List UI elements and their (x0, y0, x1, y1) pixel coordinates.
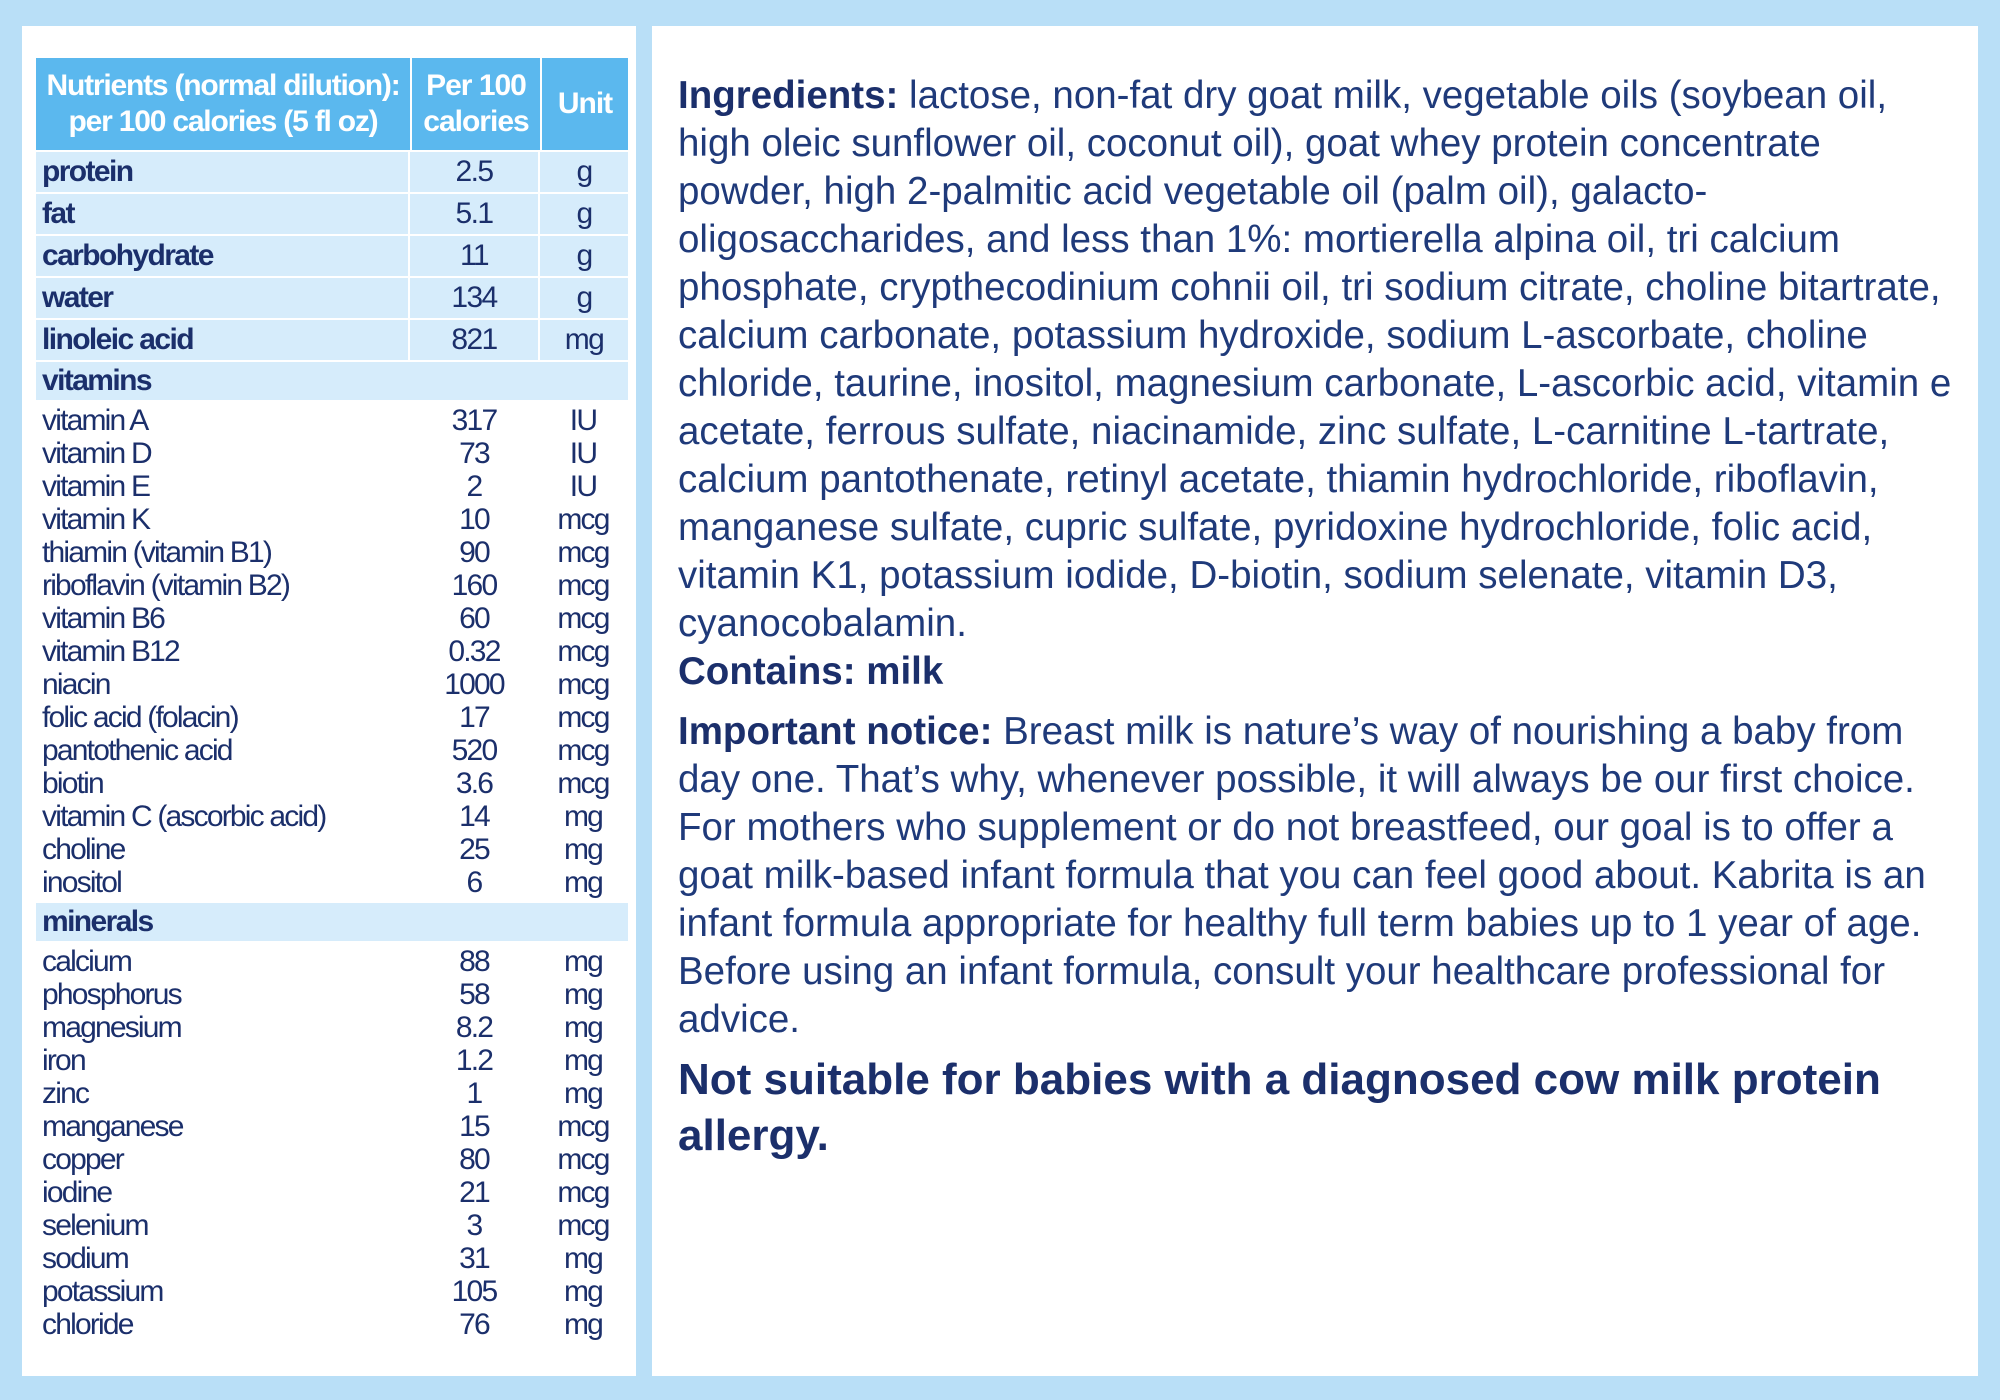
nutrient-name: potassium (42, 1275, 163, 1308)
nutrient-value: 10 (459, 503, 489, 536)
section-vitamins: vitamins (36, 360, 628, 400)
nutrient-name: vitamin D (42, 437, 151, 470)
macro-row (36, 150, 628, 192)
nutrient-unit: mcg (557, 1143, 609, 1176)
nutrient-name: fat (36, 194, 410, 234)
nutrient-name: manganese (42, 1110, 183, 1143)
nutrient-value: 3.6 (455, 767, 493, 800)
nutrient-unit: mcg (557, 602, 609, 635)
macro-row (36, 318, 628, 360)
nutrient-unit: mg (563, 866, 603, 899)
nutrient-unit: mcg (557, 1209, 609, 1242)
mineral-row (36, 1178, 628, 1211)
macro-rows (36, 150, 628, 360)
nutrient-name: riboflavin (vitamin B2) (42, 569, 290, 602)
mineral-row (36, 1277, 628, 1310)
nutrient-name: vitamin B12 (42, 635, 179, 668)
nutrient-unit: mcg (557, 569, 609, 602)
nutrient-value: 105 (451, 1275, 497, 1308)
nutrient-name: sodium (42, 1242, 128, 1275)
nutrient-value: 2.5 (410, 152, 540, 192)
ingredients-text: lactose, non-fat dry goat milk, vegetable oils (soybean oil, high oleic sunflower oil, coconut oil), goat whey protein concentrate powder, high 2-palmitic acid vegetable oil (palm oil), galacto-oligosaccharides, and less than 1%: mortierella alpina oil, tri calcium phosphate, crypthecodinium cohnii oil, tri sodium citrate, choline bitartrate, calcium carbonate, potassium hydroxide, sodium L-ascorbate, choline chloride, taurine, inositol, magnesium carbonate, L-ascorbic acid, vitamin e acetate, ferrous sulfate, niacinamide, zinc sulfate, L-carnitine L-tartrate, calcium pantothenate, retinyl acetate, thiamin hydrochloride, riboflavin, manganese sulfate, cupric sulfate, pyridoxine hydrochloride, folic acid, vitamin K1, potassium iodide, D-biotin, sodium selenate, vitamin D3, cyanocobalamin. (678, 74, 1952, 645)
nutrient-unit: IU (569, 437, 597, 470)
notice-text: Breast milk is nature’s way of nourishing a baby from day one. That’s why, whenever possible, it will always be our first choice. For mothers who supplement or do not breastfeed, our goal is to offer a goat milk-based infant formula that you can feel good about. Kabrita is an infant formula appropriate for healthy full term babies up to 1 year of age. Before using an infant formula, consult your healthcare professional for advice. (678, 710, 1926, 1041)
nutrient-value: 25 (459, 833, 489, 866)
mineral-row (36, 1211, 628, 1244)
nutrient-name: vitamin K (42, 503, 150, 536)
nutrient-value: 134 (410, 278, 540, 318)
mineral-row (36, 1046, 628, 1079)
notice-label: Important notice: (678, 710, 993, 753)
nutrient-value: 1 (466, 1077, 482, 1110)
nutrient-value: 90 (459, 536, 489, 569)
macro-row (36, 234, 628, 276)
nutrient-name: vitamin E (42, 470, 150, 503)
nutrient-name: zinc (42, 1077, 89, 1110)
nutrient-value: 160 (451, 569, 497, 602)
nutrient-value: 73 (459, 437, 489, 470)
mineral-row (36, 1112, 628, 1145)
nutrient-unit: mcg (557, 668, 609, 701)
nutrient-unit: mcg (557, 503, 609, 536)
nutrient-value: 58 (459, 978, 489, 1011)
vitamin-row (36, 637, 628, 670)
nutrient-value: 31 (459, 1242, 489, 1275)
nutrient-name: water (36, 278, 410, 318)
vitamin-row (36, 538, 628, 571)
mineral-row (36, 1310, 628, 1343)
macro-row (36, 192, 628, 234)
ingredients-label: Ingredients: (678, 74, 899, 117)
vitamin-row (36, 802, 628, 835)
nutrient-name: thiamin (vitamin B1) (42, 536, 272, 569)
nutrient-unit: mcg (557, 635, 609, 668)
nutrient-name: linoleic acid (36, 320, 410, 360)
vitamin-row (36, 439, 628, 472)
nutrient-unit: g (576, 239, 592, 272)
nutrition-panel (22, 26, 636, 1376)
nutrient-unit: mg (563, 1275, 603, 1308)
nutrient-unit: g (576, 155, 592, 188)
header-unit: Unit (557, 87, 613, 120)
vitamin-row (36, 703, 628, 736)
header-nutrients: Nutrients (normal dilution): per 100 calories (5 fl oz) (36, 58, 412, 150)
contains-text: Contains: milk (678, 650, 944, 693)
nutrient-name: vitamin B6 (42, 602, 165, 635)
vitamin-row (36, 835, 628, 868)
section-minerals: minerals (36, 901, 628, 941)
nutrient-name: inositol (42, 866, 121, 899)
nutrient-value: 5.1 (410, 194, 540, 234)
nutrient-unit: mcg (557, 1110, 609, 1143)
nutrient-unit: mg (563, 1308, 603, 1341)
vitamin-row (36, 505, 628, 538)
nutrient-table (36, 58, 628, 1343)
mineral-row (36, 947, 628, 980)
mineral-row (36, 980, 628, 1013)
mineral-row (36, 1079, 628, 1112)
mineral-rows (36, 947, 628, 1343)
nutrient-unit: IU (569, 404, 597, 437)
table-header (36, 58, 628, 150)
nutrient-unit: mg (563, 1011, 603, 1044)
nutrient-unit: g (576, 197, 592, 230)
nutrient-value: 317 (451, 404, 497, 437)
nutrient-value: 88 (459, 945, 489, 978)
nutrient-unit: mg (563, 1044, 603, 1077)
nutrient-value: 76 (459, 1308, 489, 1341)
mineral-row (36, 1013, 628, 1046)
nutrient-name: carbohydrate (36, 236, 410, 276)
mineral-row (36, 1145, 628, 1178)
header-per100: Per 100 calories (412, 58, 542, 150)
nutrient-unit: mg (563, 978, 603, 1011)
text-panel (652, 26, 1978, 1376)
nutrient-unit: mg (564, 323, 604, 356)
nutrient-name: phosphorus (42, 978, 181, 1011)
nutrient-value: 821 (410, 320, 540, 360)
vitamin-row (36, 406, 628, 439)
macro-row (36, 276, 628, 318)
nutrient-unit: mcg (557, 1176, 609, 1209)
nutrient-value: 60 (459, 602, 489, 635)
nutrient-unit: g (576, 281, 592, 314)
nutrient-name: vitamin A (42, 404, 148, 437)
nutrient-value: 0.32 (448, 635, 500, 668)
label-text (678, 72, 1958, 1164)
nutrient-value: 520 (451, 734, 497, 767)
nutrient-value: 14 (459, 800, 489, 833)
nutrient-value: 2 (466, 470, 482, 503)
ingredients-paragraph (678, 72, 1958, 648)
nutrient-value: 80 (459, 1143, 489, 1176)
vitamin-row (36, 736, 628, 769)
nutrient-unit: mg (563, 1242, 603, 1275)
nutrient-value: 21 (459, 1176, 489, 1209)
nutrient-unit: mcg (557, 536, 609, 569)
nutrient-unit: mcg (557, 767, 609, 800)
nutrient-unit: mg (563, 833, 603, 866)
nutrient-unit: mcg (557, 734, 609, 767)
nutrient-name: chloride (42, 1308, 133, 1341)
notice-paragraph (678, 708, 1958, 1044)
vitamin-row (36, 670, 628, 703)
nutrient-name: vitamin C (ascorbic acid) (42, 800, 326, 833)
vitamin-row (36, 472, 628, 505)
nutrient-unit: IU (569, 470, 597, 503)
nutrient-name: protein (36, 152, 410, 192)
nutrient-name: iodine (42, 1176, 112, 1209)
nutrient-value: 3 (466, 1209, 482, 1242)
vitamin-row (36, 604, 628, 637)
nutrient-value: 1.2 (455, 1044, 493, 1077)
vitamin-row (36, 769, 628, 802)
nutrient-value: 11 (410, 236, 540, 276)
allergy-warning: Not suitable for babies with a diagnosed cow milk protein allergy. (678, 1055, 1881, 1160)
vitamin-rows (36, 406, 628, 901)
nutrient-name: calcium (42, 945, 132, 978)
nutrient-unit: mcg (557, 701, 609, 734)
nutrient-name: copper (42, 1143, 123, 1176)
nutrient-value: 15 (459, 1110, 489, 1143)
nutrient-name: pantothenic acid (42, 734, 232, 767)
nutrient-value: 6 (466, 866, 482, 899)
nutrient-value: 17 (459, 701, 489, 734)
mineral-row (36, 1244, 628, 1277)
nutrient-name: iron (42, 1044, 85, 1077)
nutrient-unit: mg (563, 800, 603, 833)
nutrient-unit: mg (563, 1077, 603, 1110)
nutrient-name: niacin (42, 668, 110, 701)
nutrient-name: choline (42, 833, 125, 866)
nutrient-name: selenium (42, 1209, 148, 1242)
vitamin-row (36, 868, 628, 901)
nutrient-unit: mg (563, 945, 603, 978)
nutrient-value: 1000 (444, 668, 504, 701)
nutrient-name: folic acid (folacin) (42, 701, 238, 734)
contains-line (678, 648, 1958, 696)
vitamin-row (36, 571, 628, 604)
nutrient-value: 8.2 (455, 1011, 493, 1044)
nutrient-name: magnesium (42, 1011, 181, 1044)
nutrient-name: biotin (42, 767, 103, 800)
